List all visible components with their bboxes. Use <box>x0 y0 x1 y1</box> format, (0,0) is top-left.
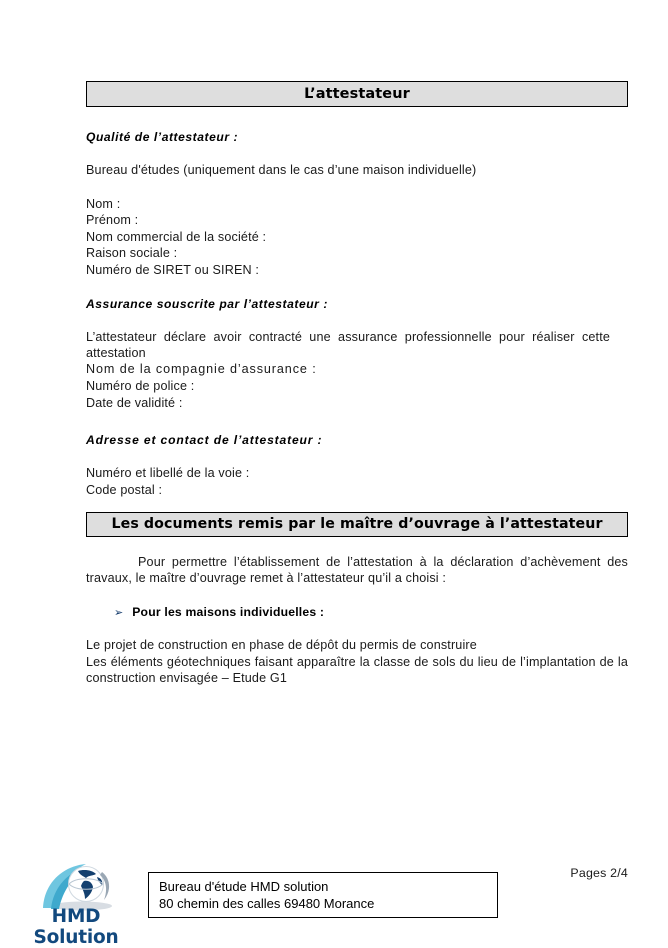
field-label-code-postal: Code postal : <box>86 483 163 497</box>
list-item-projet-construction: Le projet de construction en phase de dépôt du permis de construire <box>86 638 477 652</box>
subheading-adresse-contact: Adresse et contact de l’attestateur : <box>86 433 323 447</box>
field-label-nom-commercial: Nom commercial de la société : <box>86 230 267 244</box>
footer-company-line-2: 80 chemin des calles 69480 Morance <box>159 896 375 911</box>
field-label-numero-police: Numéro de police : <box>86 379 195 393</box>
text-assurance-statement: L’attestateur déclare avoir contracté une assurance professionnelle pour réaliser cette attestation <box>86 330 610 361</box>
footer-company-box <box>148 872 498 918</box>
bullet-maisons-individuelles <box>114 605 324 619</box>
globe-swoosh-icon <box>40 862 120 912</box>
field-label-prenom: Prénom : <box>86 213 139 227</box>
subheading-assurance: Assurance souscrite par l’attestateur : <box>86 297 328 311</box>
logo-wordmark: HMD Solution <box>33 906 119 948</box>
text-bureau-etudes: Bureau d'études (uniquement dans le cas d’une maison individuelle) <box>86 163 477 177</box>
section-heading-documents-remis: Les documents remis par le maître d’ouvrage à l’attestateur <box>86 512 628 537</box>
field-label-date-validite: Date de validité : <box>86 396 183 410</box>
section-heading-attestateur: L’attestateur <box>86 81 628 107</box>
list-item-elements-geotechniques: Les éléments géotechniques faisant apparaître la classe de sols du lieu de l’implantation de la construction envisagée – Etude G1 <box>86 655 628 686</box>
field-label-raison-sociale: Raison sociale : <box>86 246 178 260</box>
field-label-siret-siren: Numéro de SIRET ou SIREN : <box>86 263 260 277</box>
arrow-bullet-icon: ➢ <box>114 607 124 619</box>
field-label-nom: Nom : <box>86 197 121 211</box>
field-label-compagnie-assurance: Nom de la compagnie d’assurance : <box>86 362 317 376</box>
subheading-qualite: Qualité de l’attestateur : <box>86 130 239 144</box>
paragraph-documents-remis: Pour permettre l’établissement de l’attestation à la déclaration d’achèvement des travaux, le maître d’ouvrage remet à l’attestateur qu’il a choisi : <box>86 555 628 586</box>
footer-company-line-1: Bureau d'étude HMD solution <box>159 879 329 894</box>
hmd-solution-logo <box>8 862 144 948</box>
page-number-label: Pages 2/4 <box>570 866 628 880</box>
bullet-label-maisons-individuelles: Pour les maisons individuelles : <box>132 605 325 619</box>
field-label-numero-libelle-voie: Numéro et libellé de la voie : <box>86 466 250 480</box>
